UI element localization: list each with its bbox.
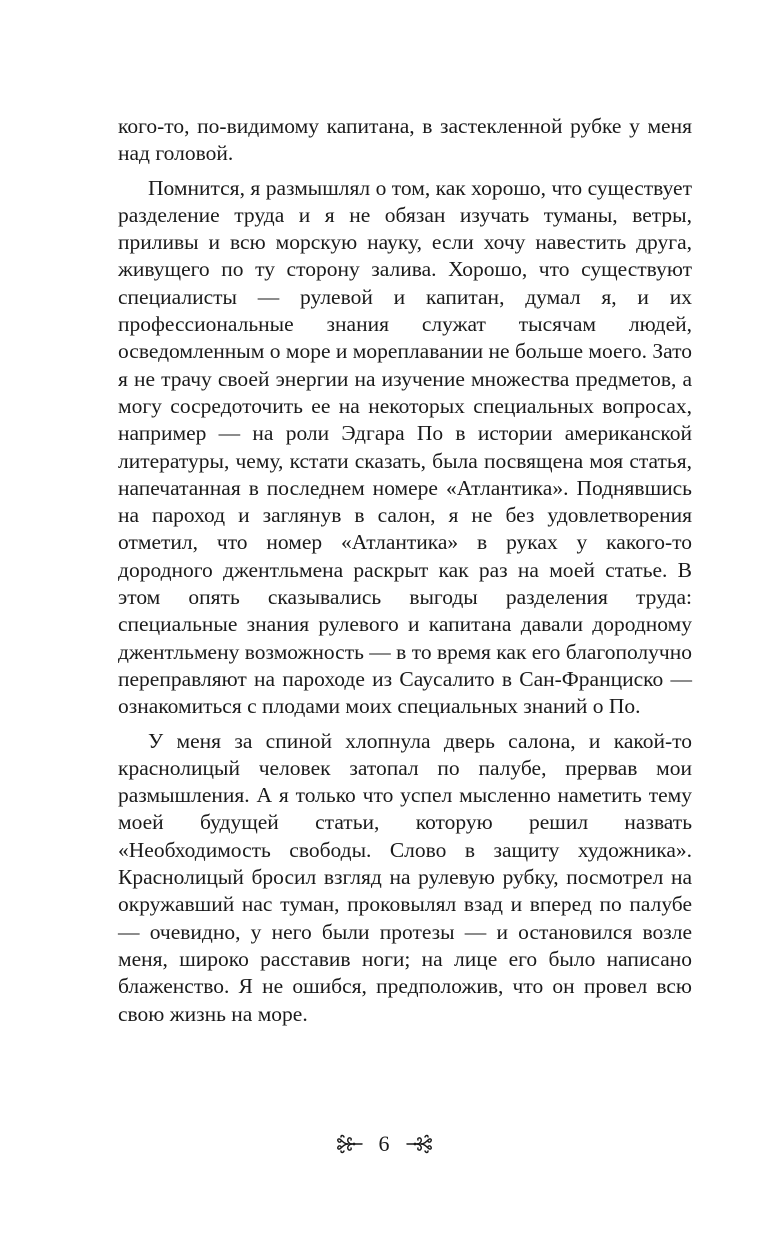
paragraph-1: кого-то, по-видимому капитана, в застекленной рубке у меня над головой. xyxy=(118,114,692,166)
floral-ornament-icon xyxy=(335,1132,365,1156)
page-footer xyxy=(0,1127,768,1161)
paragraph-2: Помнится, я размышлял о том, как хорошо, что существует разделение труда и я не обязан изучать туманы, ветры, приливы и всю морскую науку, если хочу навестить друга, живущего по ту сторону залива. Хорошо, что существуют специалисты — рулевой и капитан, думал я, и их профессиональные знания служат тысячам людей, осведомленным о море и мореплавании не больше моего. Зато я не трачу своей энергии на изучение множества предметов, а могу сосредоточить ее на некоторых специальных вопросах, например — на роли Эдгара По в истории американской литературы, чему, кстати сказать, была посвящена моя статья, напечатанная в последнем номере «Атлантика». Поднявшись на пароход и заглянув в салон, я не без удовлетворения отметил, что номер «Атлантика» в руках у какого-то дородного джентльмена раскрыт как раз на моей статье. В этом опять сказывались выгоды разделения труда: специальные знания рулевого и капитана давали дородному джентльмену возможность — в то время как его благополучно переправляют на пароходе из Саусалито в Сан-Франциско — ознакомиться с плодами моих специальных знаний о По. xyxy=(118,175,692,719)
body-text xyxy=(118,113,692,1028)
page-number: 6 xyxy=(378,1131,390,1156)
floral-ornament-icon xyxy=(404,1132,434,1156)
paragraph-3: У меня за спиной хлопнула дверь салона, и какой-то краснолицый человек затопал по палубе, прервав мои размышления. А я только что успел мысленно наметить тему моей будущей статьи, которую решил назвать «Необходимость свободы. Слово в защиту художника». Краснолицый бросил взгляд на рулевую рубку, посмотрел на окружавший нас туман, проковылял взад и вперед по палубе — очевидно, у него были протезы — и остановился возле меня, широко расставив ноги; на лице его было написано блаженство. Я не ошибся, предположив, что он провел всю свою жизнь на море. xyxy=(118,728,692,1026)
